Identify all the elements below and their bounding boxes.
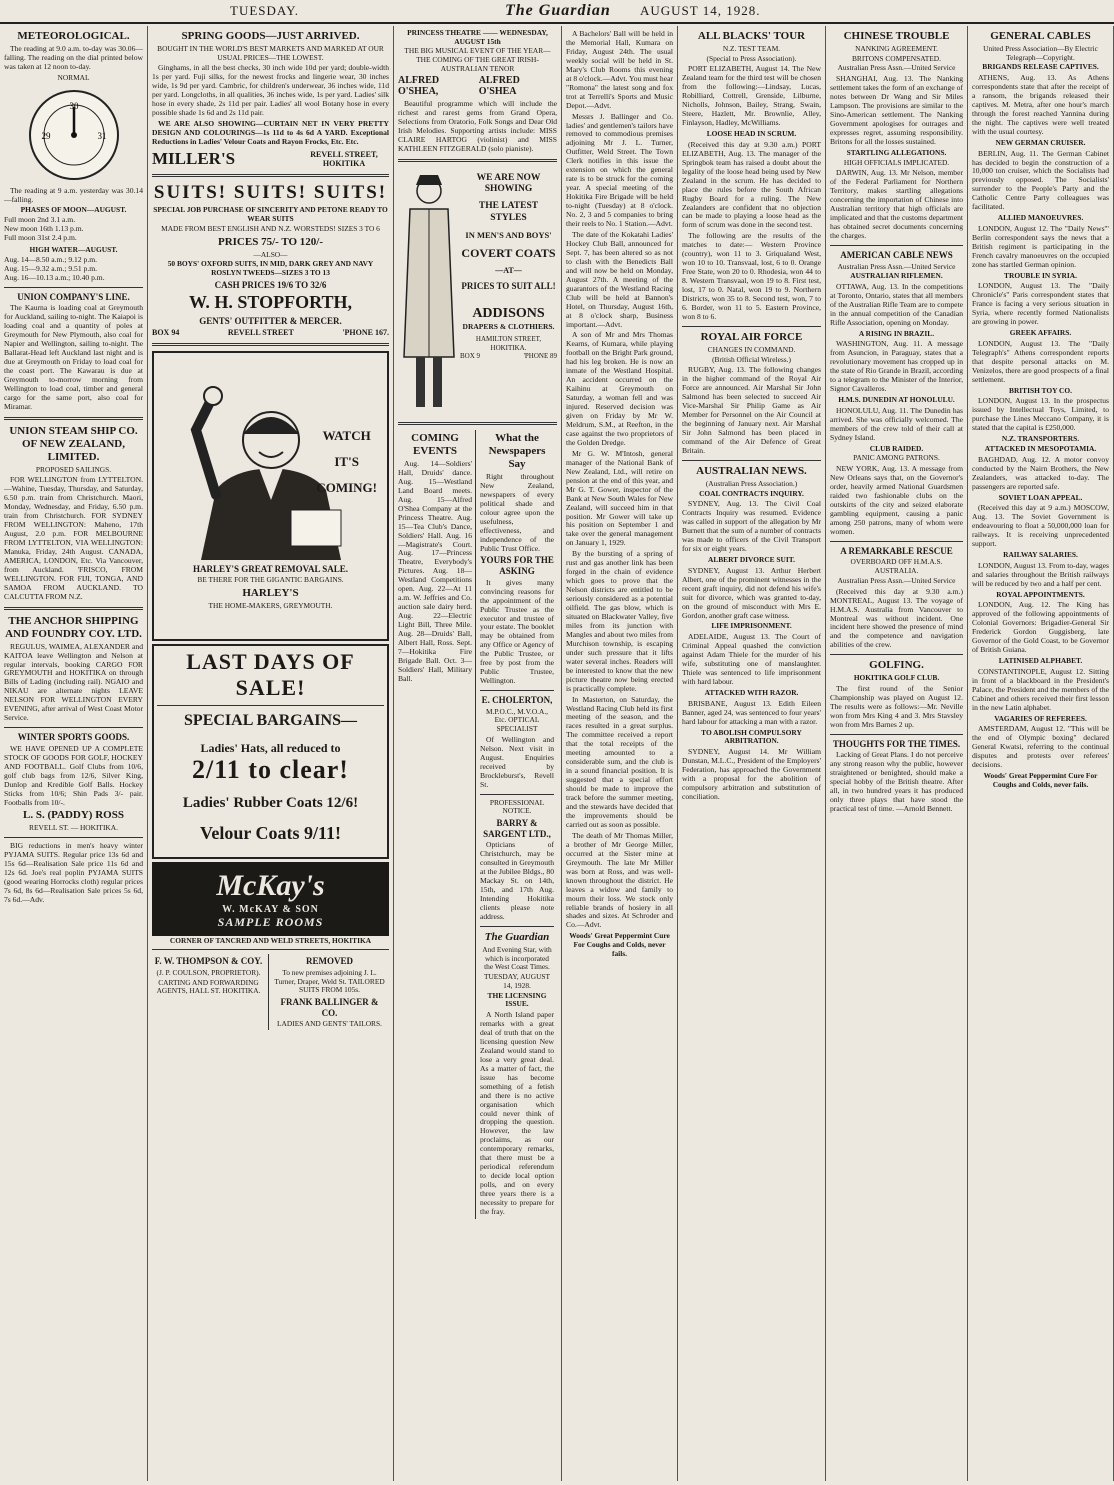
theatre-heading: PRINCESS THEATRE —— WEDNESDAY, AUGUST 15th [407,28,548,46]
water-line: Aug. 14—8.50 a.m.; 9.12 p.m. [4,254,98,264]
water-line: Aug. 15—9.32 a.m.; 9.51 p.m. [4,263,98,273]
addisons-box: BOX 9 [460,351,481,360]
moon-line: Full moon 2nd 3.1 a.m. [4,215,76,225]
cruiser-text: BERLIN, Aug. 11. The German Cabinet has decided to begin the construction of a 10,000 ton cruiser, which the Socialists had previously opposed. The Socialists' surrender to the People's Party and the Catholic Centre Party colleagues was facilitated. [972,148,1109,212]
masthead-date: AUGUST 14, 1928. [640,3,761,18]
raf-source: (British Official Wireless.) [712,354,791,364]
rescue-heading: A REMARKABLE RESCUE [840,545,953,556]
svg-text:31: 31 [97,130,106,141]
masthead-paper: The Guardian [505,2,611,19]
cable-heading: AMERICAN CABLE NEWS [840,249,953,260]
abolish-heading: TO ABOLISH COMPULSORY ARBITRATION. [701,727,802,746]
toy-heading: BRITISH TOY CO. [1009,385,1072,395]
startling-sub: HIGH OFFICIALS IMPLICATED. [843,157,950,167]
water-heading: HIGH WATER—AUGUST. [29,245,118,255]
theatre-sub: THE BIG MUSICAL EVENT OF THE YEAR—THE COMING OF THE GREAT IRISH-AUSTRALIAN TENOR [404,46,551,73]
allblacks-source: (Special to Press Association). [706,53,797,63]
club-heading: CLUB RAIDED. [869,443,924,453]
spring-heading: SPRING GOODS—JUST ARRIVED. [181,30,360,42]
rifle-heading: AUSTRALIAN RIFLEMEN. [850,271,943,281]
toy-text: LONDON, August 13. In the prospectus issued by Intellectual Toys, Limited, to purchase the Lines Meccano Company, it is stated that the capital is £250,000. [972,396,1109,433]
suits-heading: SUITS! SUITS! SUITS! [153,182,388,204]
divorce-text: SYDNEY, August 13. Arthur Herbert Albert, one of the prominent witnesses in the recent graft inquiry, did not defend his wife's suit for divorce, which was granted to-day, on the ground of misconduct with Mrs E. Gordon, another graft case witness. [682,565,821,620]
met-text: The reading at 9.0 a.m. to-day was 30.06—falling. The reading on the dial printed below was taken at 12 noon to-day. [4,43,143,71]
startling-text: DARWIN, Aug. 13. Mr Nelson, member of the Federal Parliament for Northern Territory, makes startling allegations concerning the importation of Chinese into Australian territory that high officials are implicated and that the customs department has obtained secret documents concerning the charges. [830,168,963,240]
barry-name: BARRY & SARGENT LTD., [483,818,551,839]
razor-heading: ATTACKED WITH RAZOR. [704,687,799,697]
greek-heading: GREEK AFFAIRS. [1009,328,1072,338]
golf-sub: HOKITIKA GOLF CLUB. [853,673,940,683]
harley-sale: HARLEY'S GREAT REMOVAL SALE. [192,563,349,574]
cable-source: Australian Press Assn.—United Service [837,261,956,271]
sports-text: WE HAVE OPENED UP A COMPLETE STOCK OF GOODS FOR GOLF, HOCKEY AND FOOTBALL. Golf Clubs from 10/6, golf club bags from 12/6, Silver King, Dunlop and Kredible Golf Balls. Hockey Sticks from 10/6; Shin Pads 3/- pair. Footballs from 10/-. [4,743,143,807]
sale-advert [152,644,389,860]
addisons-wear: IN MEN'S AND BOYS' [465,229,552,240]
boys-text: 50 BOYS' OXFORD SUITS, IN MID, DARK GREY AND NAVY ROSLYN TWEEDS—SIZES 3 TO 13 [167,259,374,278]
column-6 [826,26,968,1481]
barry-text: Opticians of Christchurch, may be consulted in Greymouth at the Jubilee Bldgs., 80 Mackay St. on 14th, 15th, and 17th Aug. Intending Hokitika clients please note address. [480,840,554,921]
thoughts-text: Lacking of Great Plans. I do not perceive any strong reason why the public, however straightened or benighted, should make a special hobby of the British theatre. After all, in two hundred years it has produced only three plays that have stood the practical test of time. —Arnold Bennett. [830,750,963,814]
union-heading: UNION COMPANY'S LINE. [17,291,130,302]
column-3 [394,26,562,1481]
usco-sub: PROPOSED SAILINGS. [35,464,112,474]
cholerton-name: E. CHOLERTON, [481,695,553,706]
addisons-at: —AT— [495,265,522,275]
oshea-1: ALFRED O'SHEA, [398,74,440,98]
removed-heading: REMOVED [306,956,353,967]
divorce-heading: ALBERT DIVORCE SUIT. [707,555,795,565]
brazil-heading: A RISING IN BRAZIL. [858,328,935,338]
guardian-heading: The Guardian [484,930,550,943]
aus-source: (Australian Press Association.) [705,478,798,488]
chinese-source: Australian Press Assn.—United Service [837,63,956,73]
addisons-prices: PRICES TO SUIT ALL! [461,281,556,292]
union-text: The Kaurna is loading coal at Greymouth for Auckland, sailing to-night. The Kaiapoi is loading coal and a quantity of poles at Greymouth for New Plymouth, also coal for Napier and Wellington, sailing to-night. The Ballarat-Head left Auckland last night and is due at Greymouth on Friday to load coal for the coast port. The Kawarau is due at Greymouth to-morrow morning from Wellington to load coal, timber and general cargo for the same port, also coal for Miramar. [4,303,143,411]
meso-heading: ATTACKED IN MESOPOTAMIA. [984,444,1097,454]
guardian-sub: And Evening Star, with which is incorporated the West Coast Times. [482,944,552,972]
razor-text: BRISBANE, August 13. Edith Eileen Banner, aged 24, was sentenced to four years' hard labour for attacking a man with a razor. [682,698,821,726]
met-after: The reading at 9 a.m. yesterday was 30.14—falling. [4,185,143,204]
harley-name: HARLEY'S [242,587,299,600]
stopforth-box: BOX 94 [152,328,180,338]
coat-man-illustration-icon [398,167,460,417]
watch-3: COMING! [316,479,377,495]
news-para: Messrs J. Ballinger and Co. ladies' and gentlemen's tailors have removed to commodious premises adjoining Mr J. L. Turner, Outfitter, Weld Street. The Town Clerk notifies in this issue the extension on which the general rate is to be struck for the coming year. A special meeting of the Hokitika Fire Brigade will be held to-night (Tuesday) at 8 o'clock. No. 2, 3 and 5 companies to bring their reels to No. 1 Station.—Advt. [566,111,673,229]
col7-footer: Woods' Great Peppermint Cure For Coughs and Colds, never fails. [983,771,1098,789]
harley-sub: BE THERE FOR THE GIGANTIC BARGAINS. [197,575,344,585]
rescue-source: Australian Press Assn.—United Service [837,575,956,585]
svg-text:29: 29 [41,130,50,141]
dunedin-text: HONOLULU, Aug. 11. The Dunedin has arrived. She was officially welcomed. The members of the crew told of their call at Sydney Island. [830,405,963,442]
barry-heading: PROFESSIONAL NOTICE. [489,797,545,816]
hats-price: 2/11 to clear! [192,754,349,784]
latin-text: CONSTANTINOPLE, August 12. Sitting in front of a blackboard in the President's Palace, the President and the members of the Cabinet and others received their first lesson in the new Latin alphabet. [972,666,1109,712]
brigands-heading: BRIGANDS RELEASE CAPTIVES. [982,62,1099,72]
column-2 [148,26,394,1481]
guardian-date: TUESDAY, AUGUST 14, 1928. [483,972,551,990]
rescue-sub: OVERBOARD OFF H.M.A.S. AUSTRALIA. [850,557,943,576]
papers-text2: It gives many convincing reasons for the appointment of the Public Trustee as the executor and trustee of your estate. The booklet may be obtained from any Office or Agency of the Public Trustee, or free by post from the Public Trustee, Wellington. [480,577,554,686]
addisons-name: ADDISONS [472,306,545,322]
hats: Ladies' Hats, all reduced to [200,740,341,755]
cholerton-text: Of Wellington and Nelson. Next visit in August. Enquiries received by Brockleburst's, Revell St. [480,734,554,789]
masthead-day: TUESDAY. [230,3,300,18]
events-heading: COMING EVENTS [411,431,459,457]
scrum-text: (Received this day at 9.30 a.m.) PORT ELIZABETH, Aug. 13. The manager of the Springbok team has raised a doubt about the legality of the loose head being used by New Zealand in the scrum. He has decided to place the rules before the South African Rugby Board for a ruling. The New Zealanders are confident that no objection can be made to playing a loose head as the form of scrum was done in the second test. [682,139,821,230]
cables-heading: GENERAL CABLES [990,30,1091,42]
spring-text: Ginghams, in all the best checks, 30 inch wide 10d per yard; double-width 1s per yard. Fuji silks, for the newest frocks and lingerie wear, 30 inches wide, 1s 9d per yard. Cambric, for children's underwear, 36 inches wide, 11d per yard. Longcloths, in all qualities, 36 inches wide, 1s per yard. Ladies' silk hose in every shade, 2s 11d per pair. Ladies' all wool Botany hose in every possible shade 1s 6d and 2s 11d pair. [152,63,389,118]
allied-text: LONDON, August 12. The "Daily News'" Berlin correspondent says the news that a British regiment is participating in the French cavalry manoeuvres on the occupied zone has startled German opinion. [972,223,1109,269]
anchor-heading: THE ANCHOR SHIPPING AND FOUNDRY COY. LTD. [5,614,142,640]
raf-sub: CHANGES IN COMMAND. [707,344,796,354]
events-text: Aug. 14—Soldiers' Hall, Druids' dance. Aug. 15—Westland Land Board meets. Aug. 15—Alfred O'Shea Company at the Princess Theatre. Aug. 15—Tea Club's Dance, Soldiers' Hall. Aug. 16—Magistrate's Court. Aug. 17—Princess Theatre, Everybody's Pictures. Aug. 18—Westland Competitions open. Aug. 22—At 11 a.m. W. Jeffries and Co. auction sale dairy herd. Aug. 22—Electric Light Bill, Three Mile. Aug. 28—Druids' Ball, Albert Hall, Ross. Sept. 7—Hokitika Fire Brigade Ball. Oct. 3—Soldiers' Hall, Military Ball. [398,458,472,683]
addisons-covert: COVERT COATS [461,245,556,260]
miller-address: REVELL STREET, HOKITIKA [310,149,378,169]
stopforth-phone: 'PHONE 167. [342,328,389,338]
velour-coats: Velour Coats 9/11! [199,823,341,844]
club-text: NEW YORK, Aug. 13. A message from New Orleans says that, on the Governor's order, heavily armed National Guardsmen raided two fashionable clubs on the outskirts of the city and seized elaborate gambling equipment, causing a panic among 250 patrons, many of whom were women. [830,464,963,536]
papers-heading: What the Newspapers Say [488,431,546,470]
news-para: Mr G. W. M'Intosh, general manager of the National Bank of New Zealand, Ltd., will retire on pension at the end of this year, and Mr G. T. Gower, inspector of the Bank at New South Wales for New Zealand, will succeed him in that position. Mr Gower will take up his position on September 1 and take over the general management on January 1, 1929. [566,448,673,548]
rubber-coats: Ladies' Rubber Coats 12/6! [182,795,359,812]
licensing-text: A North Island paper remarks with a great deal of truth that on the licensing question New Zealand would stand to lose a very great deal. As a matter of fact, the issue has become something of a fetish and there is no active organisation which could never think of dropping the question. However, the law proclaims, as our contemporary remarks, that there must be a periodical referendum to decide local option polls, and on every three years there is a necessity to prepare for the fray. [480,1010,554,1216]
barometer-dial-icon [26,87,122,183]
cables-source: United Press Association—By Electric Telegraph—Copyright. [983,43,1098,62]
mckay-name: McKay's [216,869,325,903]
water-line: Aug. 16—10.13 a.m.; 10.40 p.m. [4,272,105,282]
column-1 [0,26,148,1481]
ross-name: L. S. (PADDY) ROSS [23,809,124,822]
thompson-sub: (J. P. COULSON, PROPRIETOR). [156,967,261,977]
oshea-2: ALFRED O'SHEA [478,74,520,98]
dunedin-heading: H.M.S. DUNEDIN AT HONOLULU. [838,395,955,405]
mckay-address: CORNER OF TANCRED AND WELD STREETS, HOKITIKA [169,935,372,945]
removed-text: To new premises adjoining J. L. Turner, Draper, Weld St. TAILORED SUITS FROM 105s. [274,967,385,995]
allblacks-text: PORT ELIZABETH, August 14. The New Zealand team for the third test will be chosen from the following:—Lindsay, Lucas, Robilliard, Cottrell, Grenside, Lilburne, Nicholls, Johnson, Bailey, Strang, Swain, Steere, Hazlett, Mr. Brownlie, Alley, Finlayson, Hadley, McWilliams. [682,64,821,128]
royal-text: LONDON, Aug. 12. The King has approved of the following appointments of Colonial Governors: Brigadier-General Sir Frederick Gordon Guggisberg, late Governor of the Gold Coast, to be Governor of British Guiana. [972,600,1109,655]
soviet-text: (Received this day at 9 a.m.) MOSCOW, Aug. 13. The Soviet Government is endeavouring to float a 50,000,000 loan for railways. It is receiving unprecedented support. [972,503,1109,549]
ballinger-sub: LADIES AND GENTS' TAILORS. [277,1019,382,1029]
golf-text: The first round of the Senior Championship was played on August 12. The results were as follows:—Mr. Neville won from Mrs King 4 and 3. Mrs Stavsley won from Mrs Barnes 2 up. [830,684,963,729]
thompson-text: CARTING AND FORWARDING AGENTS, HALL ST. HOKITIKA. [156,977,261,996]
thoughts-heading: THOUGHTS FOR THE TIMES. [832,738,961,749]
addisons-phone: 'PHONE 89 [523,351,557,360]
soviet-heading: SOVIET LOAN APPEAL. [998,492,1083,502]
chinese-heading: CHINESE TROUBLE [843,30,950,42]
scrum-heading: LOOSE HEAD IN SCRUM. [706,129,797,139]
news-para: By the bursting of a spring of rust and gas another link has been forged in the chain of evidence which goes to prove that the Nelson districts are entitled to be seriously considered as a potential oilfield. The gas blow, which is situated on Blackwater Valley, five miles from its junction with Mangles and about two miles from Murchison township, is escaping under such pressure that it lifts water several inches. Readers will be interested to know that the new picture theatre now being erected is practically complete. [566,549,673,693]
vagaries-text: AMSTERDAM, August 12. "This will be the end of Olympic boxing" declared General Kwatsi, referring to the continual disputes and protests over referees' decisions. [972,724,1109,770]
anchor-text: REGULUS, WAIMEA, ALEXANDER and KAITOA leave Wellington and Nelson at regular intervals, booking CARGO FOR GREYMOUTH and HOKITIKA on through Bills of Lading (including rail). NGAIO and NIKAU are alternate nights LEAVE NELSON FOR WELLINGTON EVERY EVENING, after arrival of West Coast Motor Service. [4,641,143,723]
usco-heading: UNION STEAM SHIP CO. OF NEW ZEALAND, LIMITED. [9,424,138,463]
mckay-rooms: SAMPLE ROOMS [217,915,324,930]
miller-name: MILLER'S [152,149,236,169]
royal-heading: ROYAL APPOINTMENTS. [996,589,1085,599]
rail-heading: RAILWAY SALARIES. [1003,550,1078,560]
ballinger-name: FRANK BALLINGER & CO. [280,997,379,1018]
watch-2: IT'S [334,453,359,469]
stopforth-street: REVELL STREET [227,328,294,338]
masthead [0,0,1114,24]
matches-text: The following are the results of the matches to date:— Western Province (country), won 11 to 3. Griqualand West, won 10 to 10. Transvaal, lost, 6 to 0. Orange Free State, won 20 to 0. Rhodesia, won 44 to 8. Western Transvaal, won 19 to 8. First test, lost, 17 to 0. Natal, won 19 to 9. Northern Districts, won 35 to 8. Second test, won, 7 to 6. Border, won 11 to 5. Eastern Province, won 8 to 6. [682,231,821,321]
sports-heading: WINTER SPORTS GOODS. [17,732,130,743]
moon-line: New moon 16th 1.13 p.m. [4,224,84,234]
club-sub: PANIC AMONG PATRONS. [853,453,940,463]
rail-text: LONDON, August 13. From to-day, wages and salaries throughout the British railways will be reduced by two and a half per cent. [972,560,1109,588]
rescue-text: (Received this day at 9.30 a.m.) MONTREAL, August 13. The voyage of H.M.A.S. Australia from Vancouver to Montreal was without incident. One incident here showed the presence of mind and the competence and navigation abilities of the crew. [830,586,963,650]
column-7 [968,26,1114,1481]
suits-sub: SPECIAL JOB PURCHASE OF SINCERITY AND PETONE READY TO WEAR SUITS [153,205,388,224]
rifle-text: OTTAWA, Aug. 13. In the competitions at Toronto, Ontario, states that all members of the Australian Rifle Team are to compete in the annual competition of the Canadian Rifle Association, opening on Monday. [830,281,963,327]
vagaries-heading: VAGARIES OF REFEREES. [994,713,1087,723]
news-para: A son of Mr and Mrs Thomas Kearns, of Kumara, while playing football on the Bright Park ground, had his leg broken. He is now an inmate of the Westland Hospital. An accident occurred on the Kaihinu at Greymouth on Saturday, a woman fell and was injured. Reserved decision was given on Friday by Mr W. Meldrum, S.M., at Reefton, in the case against the two proprietors of the Golden Dredge. [566,330,673,447]
allblacks-sub: N.Z. TEST TEAM. [722,43,781,53]
coal-text: SYDNEY, Aug. 13. The Civil Coal Contracts Inquiry was resumed. Evidence was called in support of the allegation by Mr Burnett that the sum of a number of contracts was made to officers of the Civil Transport for six or eight years. [682,499,821,554]
last-days: LAST DAYS OF SALE! [186,648,355,700]
allblacks-heading: ALL BLACKS' TOUR [697,30,806,42]
mckay-logo [152,862,389,935]
meso-text: BAGHDAD, Aug. 12. A motor convoy conducted by the Nairn Brothers, the New Zealanders, was attacked to-day. The passengers are reported safe. [972,454,1109,491]
raf-text: RUGBY, Aug. 13. The following changes in the higher command of the Royal Air Force are announced. Air Marshal Sir John Salmond has been selected to succeed Air Vice-Marshal Sir Philip Game as Air Member for Personnel on the Air Council at the beginning of January next. Air Marshal Sir John Salmond has been placed in command of the Air Defence of Great Britain. [682,365,821,455]
raf-heading: ROYAL AIR FORCE [700,330,803,343]
chinese-sub2: BRITONS COMPENSATED. [852,53,941,63]
coal-heading: COAL CONTRACTS INQUIRY. [699,488,804,498]
addisons-show: WE ARE NOW SHOWING [476,172,541,195]
allied-heading: ALLIED MANOEUVRES. [997,213,1084,223]
ross-text: BIG reductions in men's heavy winter PYJAMA SUITS. Regular price 13s 6d and 15s 6d—Realisation Sale price 11s 6d and 12s 6d. Joe's real poplin PYJAMA SUITS (good wearing Horrocks cloth) regular prices 7s 6d, 8s 6d—Realisation Sale prices 5s 6d, 7s 6d.—Adv. [4,841,143,904]
usco-text: FOR WELLINGTON from LYTTELTON.—Wahine, Tuesday, Thursday, and Saturday, 6.50 p.m. train from Christchurch. Maori, Monday, Wednesday, and Friday, 6.50 p.m. train from Christchurch. FOR SYDNEY FROM WELLINGTON: Maheno, 17th August, 2.0 p.m. FOR MELBOURNE FROM LYTTELTON, VIA WELLINGTON: Manuka, Friday, 24th August. CANADA, AMERICA, LONDON, Etc. Via Vancouver, from Auckland. 'FRISCO, FROM WELLINGTON. FOR FIJI, TONGA, AND SAMOA FROM AUCKLAND. TO CALCUTTA FROM N.Z. [4,475,143,601]
latin-heading: LATINISED ALPHABET. [998,656,1083,666]
mckay-sub: W. McKAY & SON [222,903,319,915]
spring-sub: BOUGHT IN THE WORLD'S BEST MARKETS AND MARKED AT OUR USUAL PRICES—THE LOWEST. [157,43,384,62]
harley-advert [152,351,389,641]
column-4 [562,26,678,1481]
papers-sub: YOURS FOR THE ASKING [480,555,554,577]
brazil-text: WASHINGTON, Aug. 11. A message from Asuncion, in Paraguay, states that a revolutionary movement has cropped up in the state of Rio Grande in Brazil, according to a telegram to the Minister of the Interior, Signor Cavalleros. [830,339,963,394]
news-para: The date of the Kokatahi Ladies' Hockey Club Ball, announced for Sept. 7, has been altered so as not to clash with the Benedicts Ball and will now be held on Monday, August 27th. A meeting of the guarantors of the Westland Racing Club will be held at Bannon's Hotel, on Thursday, August 16th, at 8 o'clock sharp, Business important.—Advt. [566,229,673,329]
news-para: In Masterton, on Saturday, the Westland Racing Club held its first meeting of the season, and the races resulted in a great surplus. The committee received a report that the total receipts of the meeting amounted to a considerable sum, and the club is in a sound financial position. It is suggested that a special effort should be made to improve the track before the summer meeting, and the stewards have decided that the improvements should be carried out as soon as possible. [566,694,673,829]
met-heading: METEOROLOGICAL. [17,30,130,42]
suits-also: —ALSO— [253,249,288,259]
golf-heading: GOLFING. [869,659,924,672]
column-5 [678,26,826,1481]
news-para: A Bachelors' Ball will be held in the Memorial Hall, Kumara on Friday, August 24th. The usual weekly social will be held in St. Mary's Club Rooms this evening at 8 o'clock.—Advt. You must hear "Romona" the latest song and fox trot at Terrelli's Sports and Music Depot.—Advt. [566,29,673,110]
life-text: ADELAIDE, August 13. The Court of Criminal Appeal quashed the conviction against Adam Thiele for the murder of his wife, substituting one of manslaughter. Thiele was sentenced to life imprisonment with hard labour. [682,632,821,686]
syria-text: LONDON, August 13. The "Daily Chronicle's" Paris correspondent states that France is facing a very serious situation in Syria, where recently formed Nationalists are growing in power. [972,281,1109,327]
news-footer: Woods' Great Peppermint Cure For Coughs and Colds, never fails. [569,931,670,958]
brigands-text: ATHENS, Aug. 13. As Athens correspondents state that after the receipt of a ransom, the brigands released their captives. M. Metra, after one hour's march through the forest reached Yannina during the night. The captives were well treated with the usual courtesy. [972,73,1109,136]
greek-text: LONDON, August 13. The "Daily Telegraph's" Athens correspondent reports that despite personal attacks on M. Venizelos, there are good prospects of a final settlement. [972,338,1109,384]
special-bargains: SPECIAL BARGAINS— [184,711,357,729]
papers-text: Right throughout New Zealand, newspapers of every political shade and colour agree upon the usefulness, effectiveness, and independence of the Public Trust Office. [480,471,554,553]
cholerton-sub: M.P.O.C., M.V.O.A., Etc. OPTICAL SPECIALIST [485,706,549,734]
addisons-sub: DRAPERS & CLOTHIERS. [462,321,555,331]
watch-1: WATCH [322,427,371,443]
startling-heading: STARTLING ALLEGATIONS. [846,147,947,157]
syria-heading: TROUBLE IN SYRIA. [1004,270,1077,280]
life-heading: LIFE IMPRISONMENT. [711,621,792,631]
svg-text:30: 30 [69,100,78,111]
suits-text: MADE FROM BEST ENGLISH AND N.Z. WORSTEDS! SIZES 3 TO 6 [161,223,380,233]
moon-line: Full moon 31st 2.4 p.m. [4,233,77,243]
stopforth-sub: GENTS' OUTFITTER & MERCER. [199,315,342,326]
stopforth-name: W. H. STOPFORTH, [189,292,352,313]
moon-heading: PHASES OF MOON—AUGUST. [20,205,127,215]
ross-address: REVELL ST. — HOKITIKA. [29,823,118,833]
chinese-text: SHANGHAI, Aug. 13. The Nanking settlement takes the form of an exchange of notes between Dr Wang and Sir Miles Lampson. The provisions are similar to the Sino-American settlement. The Nanking Government apologises for outrages and expresses regret, assuming responsibility. Britons for all the losses sustained. [830,74,963,146]
harley-tag: THE HOME-MAKERS, GREYMOUTH. [208,601,333,611]
news-para: The death of Mr Thomas Miller, a brother of Mr George Miller, occurred at the Sister mine at Greymouth. The late Mr Miller was born at Ross, and was well-known throughout the district. He leaves a widow and family to mourn their loss. We stock only reliable brands of hosiery in all shades and sizes. At Schroder and Co.—Advt. [566,830,673,930]
cruiser-heading: NEW GERMAN CRUISER. [995,137,1086,147]
abolish-text: SYDNEY, August 14. Mr William Dunstan, M.L.C., President of the Employers' Federation, has approached the Government with a proposal for the abolition of compulsory arbitration and substitution of conciliation. [682,747,821,801]
thompson-name: F. W. THOMPSON & COY. [154,956,263,967]
chinese-sub: NANKING AGREEMENT. [855,43,938,53]
aus-heading: AUSTRALIAN NEWS. [696,464,807,477]
addisons-latest: THE LATEST STYLES [478,201,539,223]
miller-note: WE ARE ALSO SHOWING—CURTAIN NET IN VERY PRETTY DESIGN AND COLOURINGS—1s 11d to 4s 6d A YARD. Exceptional Reductions in Ladies' Velour Coats and Rayon Frocks, Etc. Etc. [152,119,389,147]
suits-price: PRICES 75/- TO 120/- [217,235,324,248]
addisons-address: HAMILTON STREET, HOKITIKA. [475,335,542,352]
clock-label: NORMAL [57,72,90,82]
theatre-text: Beautiful programme which will include the richest and rarest gems from Grand Opera, Selections from Oratorio, Folk Songs and Dear Old Irish Melodies. Supporting artists include: MISS CLAIRE HARTOG (violinist) and MISS KATHLEEN FITZGERALD (solo pianiste). [398,99,557,154]
licensing-heading: THE LICENSING ISSUE. [487,990,547,1009]
cash-price: CASH PRICES 19/6 TO 32/6 [214,279,327,290]
nz-heading: N.Z. TRANSPORTERS. [1001,434,1080,444]
